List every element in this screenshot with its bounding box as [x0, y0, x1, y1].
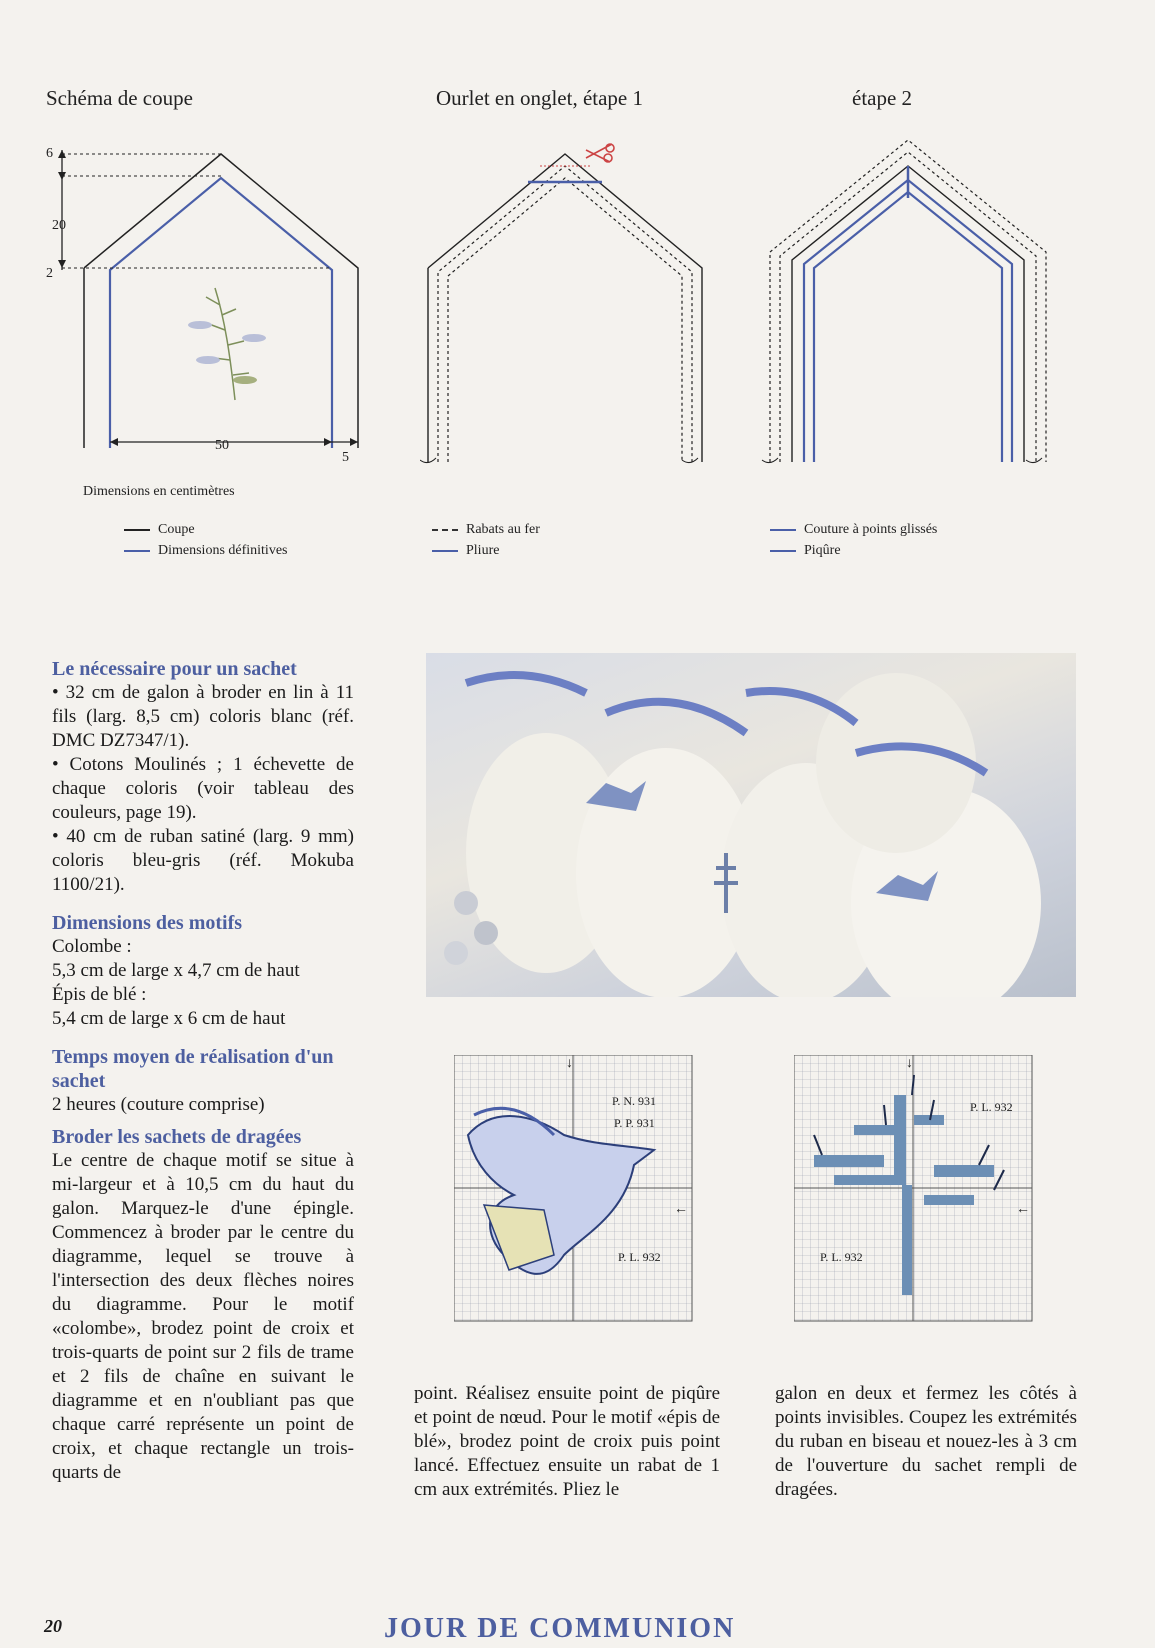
legend-line-blue	[124, 550, 150, 552]
dim-5-label: 5	[342, 450, 349, 465]
dim-20-label: 20	[52, 218, 66, 233]
embroider-text-1: Le centre de chaque motif se situe à mi-largeur et à 10,5 cm du haut du galon. Marquez-le d'une épingle. Commencez à broder par le centre du diagramme, lequel se trouve à l'intersection des deux flèches noires du diagramme. Pour le motif «colombe», brodez point de croix et trois-quarts de point sur 2 fils de trame et 2 fils de chaîne en suivant le diagramme et en n'oubliant pas que chaque carré représente un point de croix, et chaque rectangle un trois-quarts de	[52, 1150, 354, 1483]
hem-step2-diagram	[760, 140, 1060, 470]
legend-coupe: Coupe	[158, 521, 195, 537]
materials-item-3: • 40 cm de ruban satiné (larg. 9 mm) coloris bleu-gris (réf. Mokuba 1100/21).	[52, 826, 354, 895]
legend-step2	[770, 519, 937, 561]
legend-couture: Couture à points glissés	[804, 521, 938, 537]
time-title: Temps moyen de réalisation d'un sachet	[52, 1046, 334, 1092]
wheat-label-2: P. L. 932	[820, 1250, 863, 1264]
right-column	[775, 1382, 1077, 1502]
time-value: 2 heures (couture comprise)	[52, 1094, 265, 1115]
wheat-illustration	[188, 288, 266, 400]
scissors-icon	[586, 144, 614, 162]
svg-text:↓: ↓	[566, 1056, 573, 1071]
wheat-label-1: P. L. 932	[970, 1100, 1013, 1114]
motifs-line-2: 5,3 cm de large x 4,7 cm de haut	[52, 960, 300, 981]
dove-label-pl: P. L. 932	[618, 1250, 661, 1264]
motifs-line-4: 5,4 cm de large x 6 cm de haut	[52, 1008, 286, 1029]
dove-chart	[454, 1055, 694, 1323]
legend-line-blue	[432, 550, 458, 552]
svg-text:←: ←	[674, 1202, 688, 1217]
legend-pliure: Pliure	[466, 542, 500, 558]
sachets-illustration	[426, 653, 1076, 997]
legend-cut	[124, 519, 288, 561]
left-column	[52, 657, 354, 1485]
header-cut-schema: Schéma de coupe	[46, 86, 193, 110]
legend-piqure: Piqûre	[804, 542, 841, 558]
dove-label-pn: P. N. 931	[612, 1094, 657, 1108]
cut-schema-diagram	[40, 140, 380, 470]
materials-item-2: • Cotons Moulinés ; 1 échevette de chaque coloris (voir tableau des couleurs, page 19).	[52, 754, 354, 823]
footer-title: JOUR DE COMMUNION	[384, 1613, 736, 1644]
dim-50-label: 50	[215, 438, 229, 453]
legend-dimensions: Dimensions définitives	[158, 542, 288, 558]
legend-rabats: Rabats au fer	[466, 521, 540, 537]
motifs-title: Dimensions des motifs	[52, 912, 243, 934]
legend-line-stitch	[770, 529, 796, 531]
dove-label-pp: P. P. 931	[614, 1116, 655, 1130]
legend-step1	[432, 519, 540, 561]
dim-2-label: 2	[46, 266, 53, 281]
embroider-title: Broder les sachets de dragées	[52, 1126, 302, 1148]
legend-line-black	[124, 529, 150, 531]
units-note: Dimensions en centimètres	[83, 484, 235, 499]
legend-line-dashed	[432, 529, 458, 531]
legend-line-blue	[770, 550, 796, 552]
svg-text:↓: ↓	[906, 1056, 913, 1071]
header-hem-step1: Ourlet en onglet, étape 1	[436, 86, 644, 110]
materials-item-1: • 32 cm de galon à broder en lin à 11 fils (larg. 8,5 cm) coloris blanc (réf. DMC DZ7347/1).	[52, 682, 354, 751]
wheat-chart	[794, 1055, 1034, 1323]
motifs-line-3: Épis de blé :	[52, 984, 147, 1005]
embroider-text-3: galon en deux et fermez les côtés à points invisibles. Coupez les extrémités du ruban en biseau et nouez-les à 3 cm de l'ouverture du sachet rempli de dragées.	[775, 1383, 1077, 1500]
header-hem-step2: étape 2	[852, 86, 913, 110]
middle-column	[414, 1382, 720, 1502]
page-number: 20	[44, 1616, 62, 1636]
svg-text:←: ←	[1016, 1202, 1030, 1217]
materials-title: Le nécessaire pour un sachet	[52, 658, 297, 680]
embroider-text-2: point. Réalisez ensuite point de piqûre et point de nœud. Pour le motif «épis de blé», brodez point de croix puis point lancé. Effectuez ensuite un rabat de 1 cm aux extrémités. Pliez le	[414, 1383, 720, 1500]
dim-6-label: 6	[46, 146, 53, 161]
product-photo	[426, 653, 1076, 997]
hem-step1-diagram	[420, 140, 710, 470]
motifs-line-1: Colombe :	[52, 936, 132, 957]
